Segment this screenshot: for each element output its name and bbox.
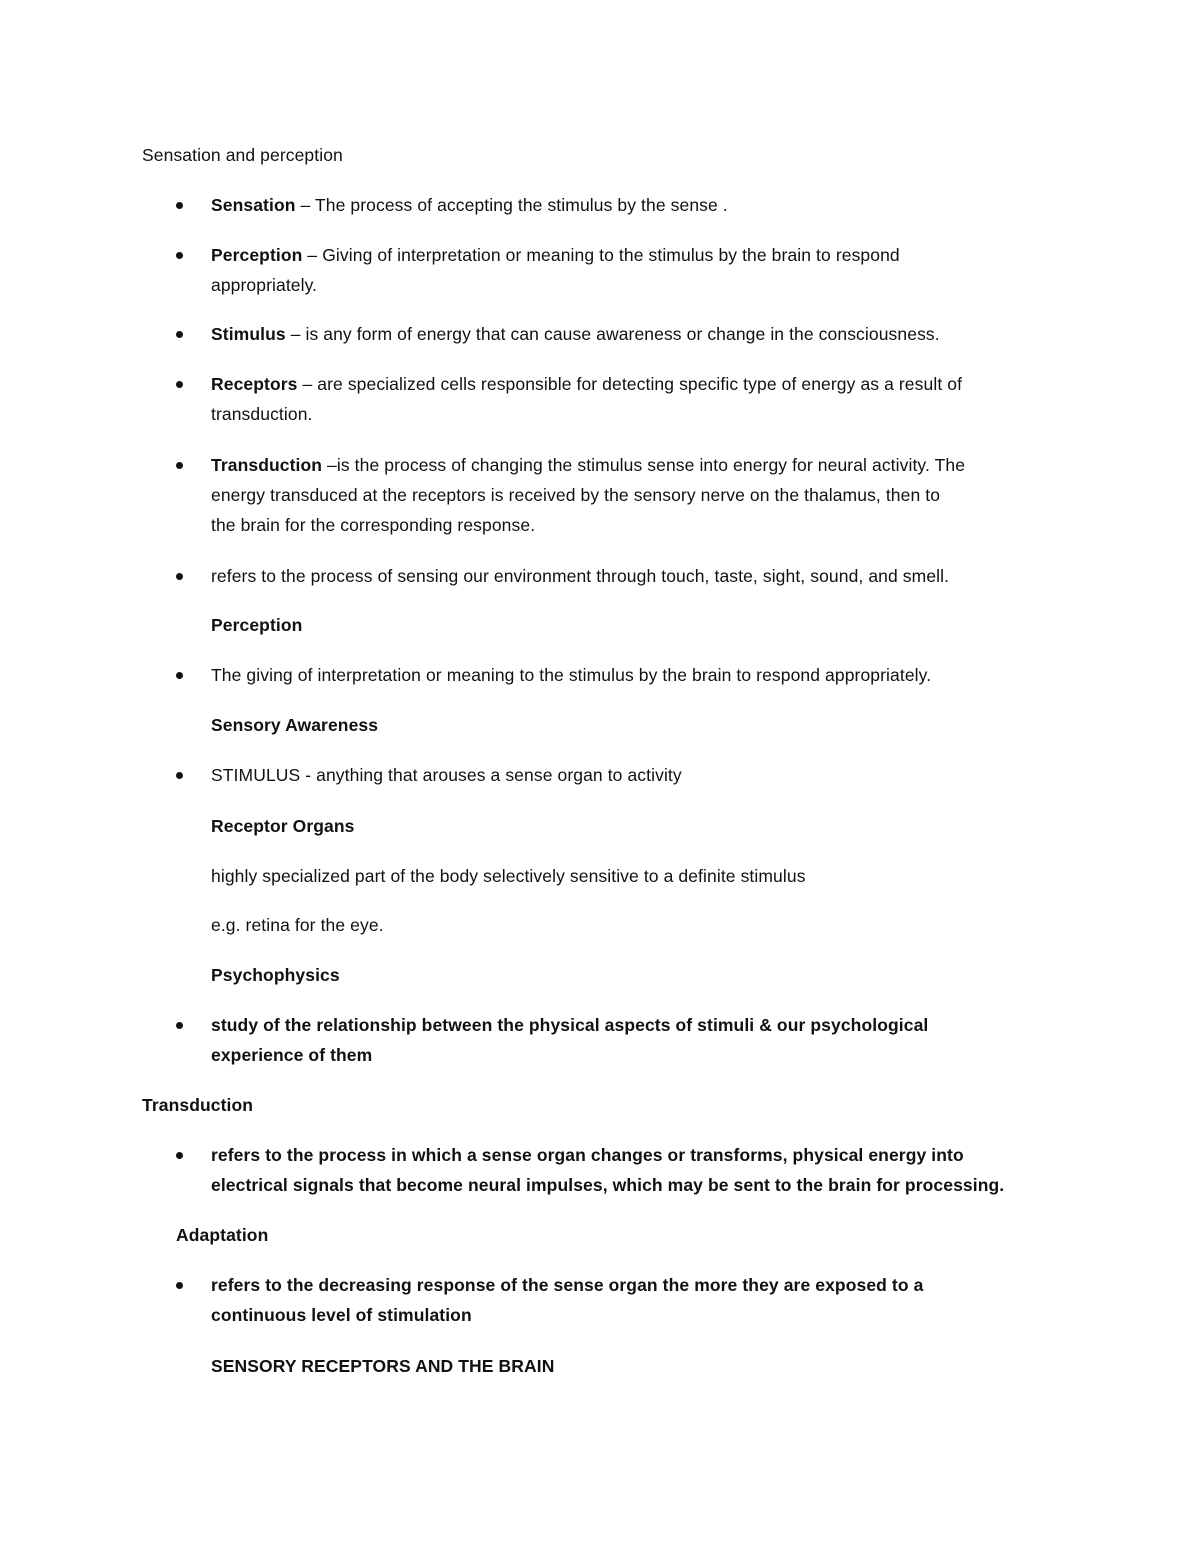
bullet-icon	[176, 252, 183, 259]
term-label: Transduction	[211, 455, 323, 475]
list-item-continuation: experience of them	[211, 1045, 373, 1065]
list-item-transduction	[211, 450, 965, 480]
term-label: Stimulus	[211, 324, 286, 344]
list-item-receptors	[211, 369, 962, 399]
bullet-icon	[176, 1152, 183, 1159]
definition-text: is any form of energy that can cause awareness or change in the consciousness.	[305, 324, 940, 344]
term-separator: –	[322, 455, 337, 475]
section-heading-transduction: Transduction	[142, 1095, 254, 1115]
list-item-sensing: refers to the process of sensing our environment through touch, taste, sight, sound, and smell.	[211, 566, 950, 586]
section-heading-perception: Perception	[211, 615, 303, 635]
term-separator: –	[285, 324, 306, 344]
paragraph-receptor-example: e.g. retina for the eye.	[211, 915, 384, 935]
section-heading-adaptation: Adaptation	[176, 1225, 269, 1245]
bullet-icon	[176, 772, 183, 779]
list-item-transduction-definition: refers to the process in which a sense organ changes or transforms, physical energy into	[211, 1145, 964, 1165]
list-item-psychophysics: study of the relationship between the physical aspects of stimuli & our psychological	[211, 1015, 929, 1035]
bullet-icon	[176, 381, 183, 388]
list-item-stimulus-definition: STIMULUS - anything that arouses a sense organ to activity	[211, 765, 682, 785]
definition-continuation: the brain for the corresponding response.	[211, 515, 536, 535]
term-separator: –	[302, 245, 323, 265]
bullet-icon	[176, 672, 183, 679]
term-separator: –	[297, 374, 318, 394]
paragraph-receptor-definition: highly specialized part of the body selectively sensitive to a definite stimulus	[211, 866, 806, 886]
bullet-icon	[176, 331, 183, 338]
definition-text: Giving of interpretation or meaning to the stimulus by the brain to respond	[322, 245, 900, 265]
term-label: Receptors	[211, 374, 298, 394]
section-heading-sensory-awareness: Sensory Awareness	[211, 715, 379, 735]
term-separator: –	[295, 195, 315, 215]
bullet-icon	[176, 573, 183, 580]
definition-continuation: transduction.	[211, 404, 313, 424]
section-heading-psychophysics: Psychophysics	[211, 965, 340, 985]
document-title: Sensation and perception	[142, 145, 343, 165]
list-item-perception	[211, 240, 900, 270]
section-heading-receptor-organs: Receptor Organs	[211, 816, 355, 836]
definition-continuation: appropriately.	[211, 275, 318, 295]
bullet-icon	[176, 1022, 183, 1029]
list-item-stimulus	[211, 319, 940, 349]
list-item-perception-definition: The giving of interpretation or meaning to the stimulus by the brain to respond appropriately.	[211, 665, 932, 685]
definition-continuation: energy transduced at the receptors is received by the sensory nerve on the thalamus, then to	[211, 485, 941, 505]
section-heading-sensory-receptors: SENSORY RECEPTORS AND THE BRAIN	[211, 1356, 555, 1376]
bullet-icon	[176, 202, 183, 209]
list-item-adaptation-definition: refers to the decreasing response of the sense organ the more they are exposed to a	[211, 1275, 924, 1295]
list-item-continuation: continuous level of stimulation	[211, 1305, 472, 1325]
bullet-icon	[176, 462, 183, 469]
definition-text: is the process of changing the stimulus sense into energy for neural activity. The	[336, 455, 966, 475]
term-label: Sensation	[211, 195, 296, 215]
definition-text: are specialized cells responsible for detecting specific type of energy as a result of	[317, 374, 963, 394]
bullet-icon	[176, 1282, 183, 1289]
list-item-sensation	[211, 190, 728, 220]
list-item-continuation: electrical signals that become neural impulses, which may be sent to the brain for processing.	[211, 1175, 1005, 1195]
definition-text: The process of accepting the stimulus by the sense .	[314, 195, 728, 215]
term-label: Perception	[211, 245, 303, 265]
